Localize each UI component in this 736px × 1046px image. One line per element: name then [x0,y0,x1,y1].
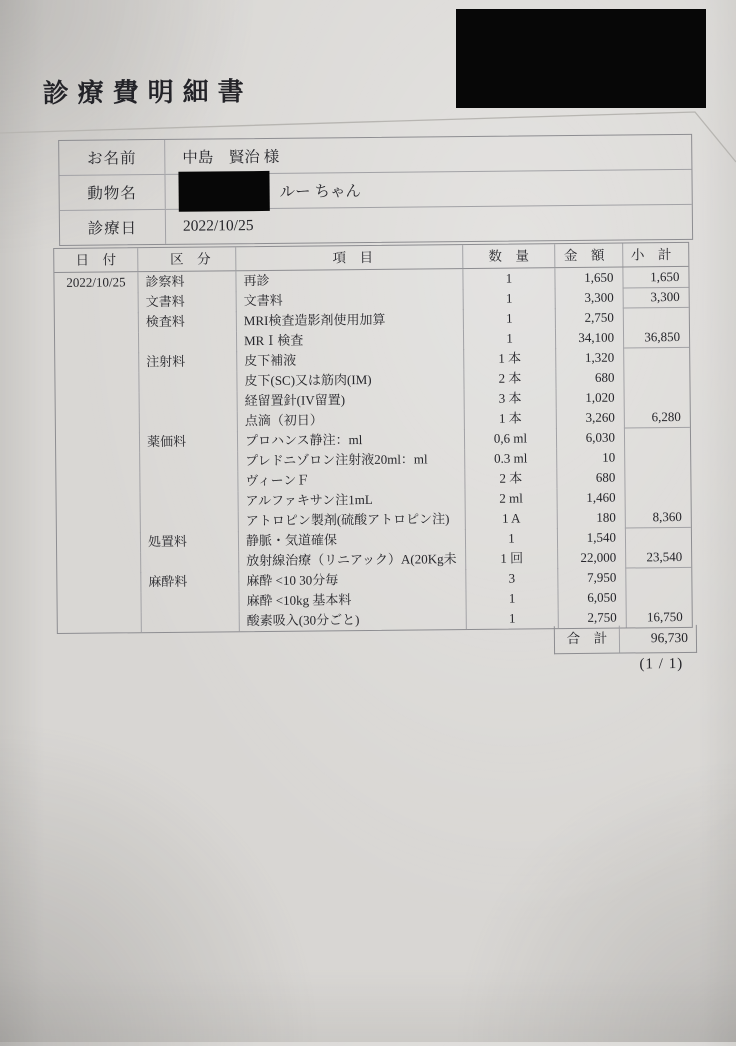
cell-qty: 1 A [466,508,558,530]
cell-qty: 1 [466,588,558,609]
header-item: 項 目 [236,245,463,270]
patient-info-table [58,134,693,246]
cell-subtotal [625,487,690,508]
cell-item: 経留置針(IV留置) [238,389,465,411]
cell-subtotal [626,567,691,588]
document-title: 診療費明細書 [42,77,253,109]
cell-category: 診察料 [138,271,236,293]
cell-qty: 1 [464,328,556,350]
cell-category [141,591,239,612]
cell-amount: 7,950 [558,568,626,589]
cell-date [56,412,140,434]
cell-amount: 180 [558,508,626,530]
header-redaction-box [456,9,706,108]
cell-amount: 22,000 [558,548,626,570]
cell-subtotal: 36,850 [624,327,689,349]
cell-subtotal: 8,360 [626,507,691,529]
cell-date [55,292,139,314]
cell-item: 文書料 [237,289,464,312]
cell-subtotal [625,387,690,408]
owner-name-value: 中島 賢治 様 [182,148,280,167]
total-label: 合 計 [555,626,620,654]
cell-subtotal [625,447,690,468]
cell-item: 再診 [236,269,463,292]
cell-category: 検査料 [139,311,237,332]
cell-qty: 1 回 [466,548,558,570]
header-date: 日 付 [54,248,138,272]
cell-qty: 1 [464,288,556,310]
cell-date [58,612,142,633]
cell-category: 麻酔料 [141,571,239,592]
cell-item: 酸素吸入(30分ごと) [240,609,467,631]
cell-subtotal [625,427,690,448]
cell-date [56,392,140,413]
cell-item: アルファキサン注1mL [239,489,466,511]
cell-subtotal [624,347,689,368]
header-amount: 金 額 [555,244,623,268]
cell-date [56,452,140,473]
cell-date [57,512,141,534]
cell-qty: 2 本 [465,468,557,489]
info-row-visit-date [60,205,692,245]
cell-qty: 1 [464,308,556,329]
cell-amount: 680 [556,368,624,389]
cell-date [55,372,139,393]
animal-name-text: ルー ちゃん [279,183,362,201]
cell-item: プレドニゾロン注射液20ml：ml [238,449,465,471]
cell-item: 皮下補液 [237,349,464,371]
cell-category [141,491,239,512]
cell-category: 処置料 [141,531,239,552]
cell-category [140,391,238,412]
cell-subtotal: 16,750 [646,608,683,625]
owner-name-label: お名前 [59,140,165,175]
page-indicator: (1 / 1) [639,655,684,673]
cell-amount: 1,650 [555,268,623,290]
cell-amount: 10 [557,448,625,469]
cell-date [56,432,140,453]
cell-category [140,411,238,433]
cell-date [57,572,141,593]
cell-amount: 2,750 [559,608,627,629]
cell-subtotal [626,587,691,608]
cell-date [56,472,140,493]
cell-category [141,511,239,533]
cell-amount: 1,020 [557,388,625,409]
cell-subtotal: 3,300 [624,287,689,309]
cell-item: 点滴（初日） [238,409,465,432]
cell-category [142,611,240,632]
animal-name-label: 動物名 [59,175,165,210]
cell-subtotal: 23,540 [626,547,691,569]
cell-amount: 680 [557,468,625,489]
cell-amount: 1,460 [557,488,625,509]
cell-item: 麻酔 <10 30分毎 [239,569,466,591]
cell-amount: 34,100 [556,328,624,350]
fee-table [53,242,693,634]
cell-category: 文書料 [139,291,237,313]
header-category: 区 分 [138,247,236,271]
cell-item: アトロピン製剤(硫酸アトロピン注) [239,509,466,532]
cell-date: 2022/10/25 [54,272,138,294]
cell-date [57,552,141,574]
cell-subtotal [624,307,689,328]
cell-subtotal: 1,650 [623,267,688,289]
cell-item: MRI検査造影剤使用加算 [237,309,464,331]
cell-subtotal [626,527,691,548]
cell-date [57,592,141,613]
visit-date-value: 2022/10/25 [182,217,254,235]
cell-qty: 0.3 ml [465,448,557,469]
cell-amount: 3,300 [556,288,624,310]
cell-date [57,532,141,553]
total-value: 96,730 [650,629,689,646]
cell-subtotal [624,367,689,388]
cell-qty: 1 [463,268,555,290]
cell-category [140,451,238,472]
cell-subtotal: 6,280 [625,407,690,429]
cell-amount: 6,030 [557,428,625,449]
cell-item: ヴィーンＦ [238,469,465,491]
cell-qty: 3 [466,568,558,589]
cell-date [55,332,139,354]
cell-qty: 1 本 [465,408,557,430]
cell-item: プロハンス静注：ml [238,429,465,451]
cell-qty: 2 本 [464,368,556,389]
cell-category [140,471,238,492]
cell-amount: 2,750 [556,308,624,329]
cell-date [55,312,139,333]
cell-qty: 2 ml [465,488,557,509]
cell-item: MRＩ検査 [237,329,464,352]
cell-item: 麻酔 <10kg 基本料 [239,589,466,611]
cell-item: 静脈・気道確保 [239,529,466,551]
cell-date [57,492,141,513]
cell-category [139,371,237,392]
animal-name-value [165,170,691,209]
cell-amount: 3,260 [557,408,625,430]
cell-category: 注射料 [139,351,237,372]
cell-qty: 1 [467,608,559,629]
header-qty: 数 量 [463,244,555,268]
cell-item: 皮下(SC)又は筋肉(IM) [237,369,464,391]
cell-amount: 6,050 [558,588,626,609]
cell-subtotal [625,467,690,488]
cell-category: 薬価料 [140,431,238,452]
cell-category [141,551,239,573]
cell-amount: 1,320 [556,348,624,369]
cell-date [55,352,139,373]
cell-category [139,331,237,353]
visit-date-label: 診療日 [60,210,166,245]
cell-amount: 1,540 [558,528,626,549]
header-subtotal: 小 計 [630,247,672,263]
cell-qty: 0,6 ml [465,428,557,449]
cell-item: 放射線治療（リニアック）A(20Kg未 [239,549,466,572]
cell-qty: 1 [466,528,558,549]
animal-name-redaction-box [178,171,269,212]
cell-qty: 1 本 [464,348,556,369]
table-body [54,267,691,633]
cell-qty: 3 本 [465,388,557,409]
total-box [554,625,697,654]
